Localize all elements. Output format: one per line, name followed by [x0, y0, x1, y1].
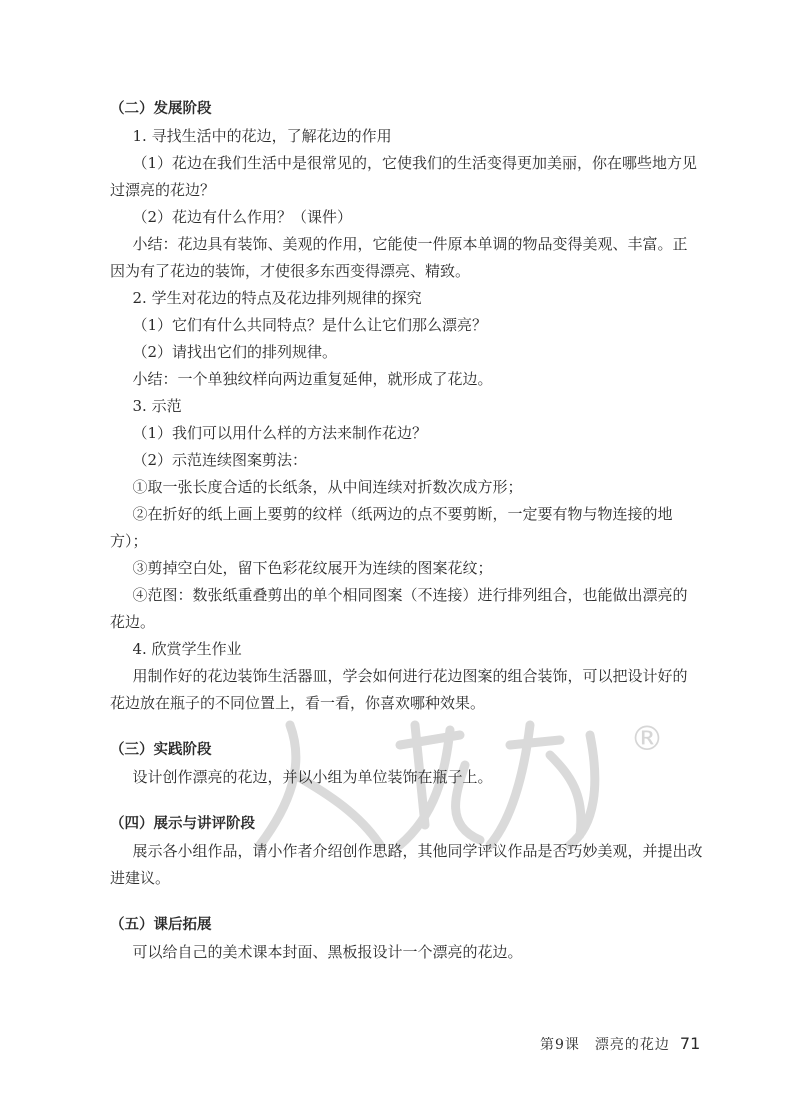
section-gap — [110, 791, 730, 811]
question-line: 过漂亮的花边？ — [110, 181, 216, 199]
question-line: （2）花边有什么作用？（课件） — [132, 208, 353, 226]
item-title-explore-patterns: 2. 学生对花边的特点及花边排列规律的探究 — [132, 289, 422, 307]
question-line: （2）示范连续图案剪法： — [132, 451, 308, 469]
summary-line: 小结：花边具有装饰、美观的作用，它能使一件原本单调的物品变得美观、丰富。正 — [132, 235, 688, 253]
item-title-demonstration: 3. 示范 — [132, 397, 182, 415]
question-line: （2）请找出它们的排列规律。 — [132, 343, 338, 361]
paragraph-line: 花边放在瓶子的不同位置上，看一看，你喜欢哪种效果。 — [110, 694, 486, 712]
section-heading-development: （二）发展阶段 — [110, 101, 212, 117]
question-line: （1）我们可以用什么样的方法来制作花边？ — [132, 424, 428, 442]
page-footer — [540, 1034, 740, 1054]
paragraph-line: 进建议。 — [110, 869, 171, 887]
question-line: （1）它们有什么共同特点？是什么让它们那么漂亮？ — [132, 316, 488, 334]
question-line: （1）花边在我们生活中是很常见的，它使我们的生活变得更加美丽，你在哪些地方见 — [132, 154, 698, 172]
step-line: 方）； — [110, 532, 148, 550]
paragraph-line: 用制作好的花边装饰生活器皿，学会如何进行花边图案的组合装饰，可以把设计好的 — [132, 667, 688, 685]
step-line: ③剪掉空白处，留下色彩花纹展开为连续的图案花纹； — [132, 559, 493, 577]
footer-lesson-title: 第9课 漂亮的花边 — [540, 1037, 670, 1053]
svg-text:®: ® — [630, 719, 664, 759]
section-heading-showcase: （四）展示与讲评阶段 — [110, 816, 255, 832]
step-line: ④范图：数张纸重叠剪出的单个相同图案（不连接）进行排列组合，也能做出漂亮的 — [132, 586, 688, 604]
summary-line: 小结：一个单独纹样向两边重复延伸，就形成了花边。 — [132, 370, 493, 388]
paragraph-line: 设计创作漂亮的花边，并以小组为单位装饰在瓶子上。 — [132, 768, 493, 786]
section-heading-extension: （五）课后拓展 — [110, 917, 212, 933]
step-line: 花边。 — [110, 613, 156, 631]
section-heading-practice: （三）实践阶段 — [110, 742, 212, 758]
item-title-appreciate-work: 4. 欣赏学生作业 — [132, 640, 242, 658]
paragraph-line: 可以给自己的美术课本封面、黑板报设计一个漂亮的花边。 — [132, 943, 523, 961]
page-number: 71 — [679, 1034, 701, 1053]
section-gap — [110, 892, 730, 912]
paragraph-line: 展示各小组作品，请小作者介绍创作思路，其他同学评议作品是否巧妙美观，并提出改 — [132, 842, 703, 860]
step-line: ②在折好的纸上画上要剪的纹样（纸两边的点不要剪断，一定要有物与物连接的地 — [132, 505, 673, 523]
step-line: ①取一张长度合适的长纸条，从中间连续对折数次成方形； — [132, 478, 523, 496]
summary-line: 因为有了花边的装饰，才使很多东西变得漂亮、精致。 — [110, 262, 471, 280]
lesson-text — [110, 96, 730, 966]
item-title-find-borders: 1. 寻找生活中的花边，了解花边的作用 — [132, 127, 392, 145]
section-gap — [110, 717, 730, 737]
